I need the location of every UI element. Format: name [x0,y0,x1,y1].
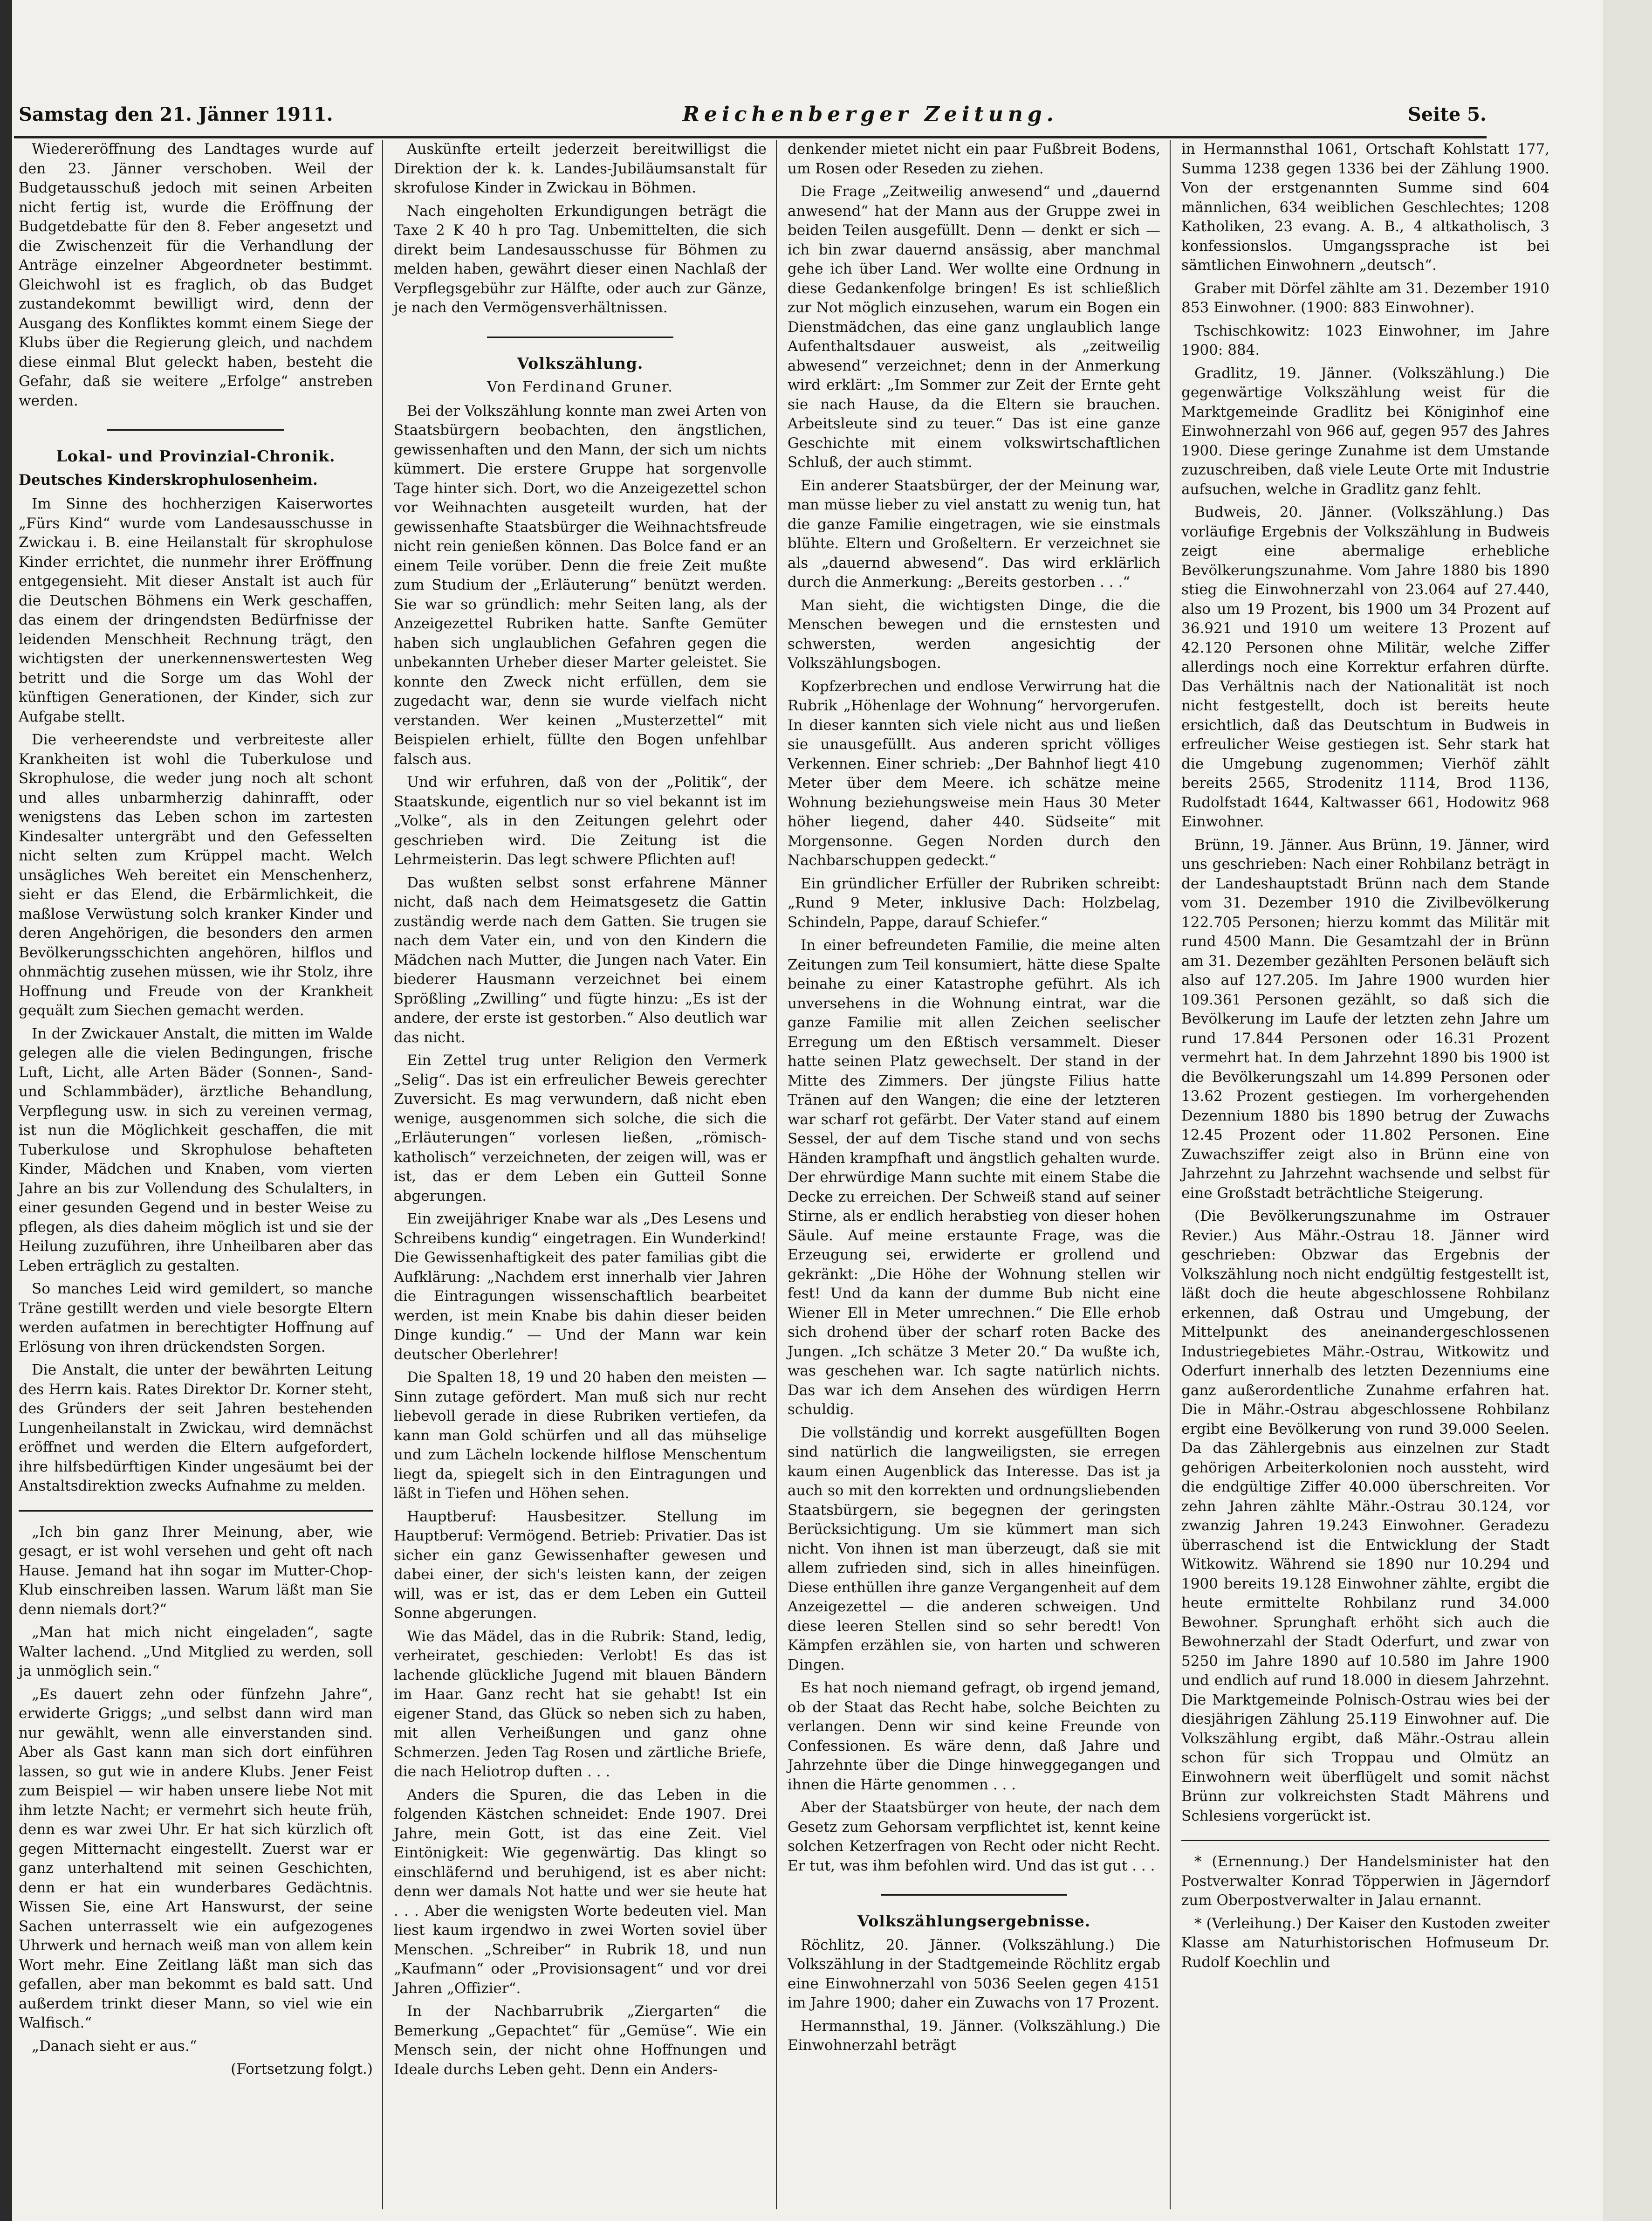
article-text: in Hermannsthal 1061, Ortschaft Kohlstatt 177, Summa 1238 gegen 1336 bei der Zählung 1900. Von der erstgenannten Summe sind 604 männlichen, 634 weiblichen Geschlechtes; 1208 Katholiken, 23 evang. A. B., 4 altkatholisch, 3 konfessionslos. Umgangssprache ist bei sämtlichen Einwohnern „deutsch“. [1181,141,1549,274]
article-text: In der Nachbarrubrik „Ziergarten“ die Bemerkung „Gepachtet“ für „Gemüse“. Wie ein Mensch sein, der nicht ohne Hoffnungen und Ideale durchs Leben geht. Denn ein Anders- [394,2003,767,2078]
article-heading: Volkszählungsergebnisse. [857,1912,1091,1930]
divider [1181,1840,1549,1841]
column-rule [382,140,383,2209]
divider [107,429,284,431]
article-heading: Volkszählung. [517,354,644,372]
article-text: (Die Bevölkerungszunahme im Ostrauer Revier.) Aus Mähr.-Ostrau 18. Jänner wird geschrieben: Obzwar das Ergebnis der Volkszählung noch nicht endgültig festgestellt ist, läßt doch die heute abgeschlossene Rohbilanz erkennen, daß Ostrau und Umgebung, der Mittelpunkt des aneinandergeschlossenen Industriegebietes Mähr.-Ostrau, Witkowitz und Oderfurt innerhalb des letzten Dezenniums eine ganz außerordentliche Zunahme erfahren hat. Die in Mähr.-Ostrau abgeschlossene Rohbilanz ergibt eine Bevölkerung von rund 39.000 Seelen. Da das Zählergebnis aus einzelnen zur Stadt gehörigen Arbeiterkolonien noch aussteht, wird die endgültige Ziffer 40.000 überschreiten. Vor zehn Jahren zählte Mähr.-Ostrau 30.124, vor zwanzig Jahren 19.243 Einwohner. Geradezu überraschend ist die Entwicklung der Stadt Witkowitz. Während sie 1890 nur 10.294 und 1900 bereits 19.128 Einwohner zählte, ergibt die heute ermittelte Rohbilanz rund 34.000 Bewohner. Sprunghaft erhöht sich auch die Bewohnerzahl der Stadt Oderfurt, und zwar von 5250 im Jahre 1890 auf 10.580 im Jahre 1900 und endlich auf rund 18.000 in diesem Jahrzehnt. Die Marktgemeinde Polnisch-Ostrau wies bei der diesjährigen Zählung 25.119 Einwohner auf. Die Volkszählung ergibt, daß Mähr.-Ostrau allein schon für sich Troppau und Olmütz an Einwohnern weit überflügelt und somit nächst Brünn zur volkreichsten Stadt Mährens und Schlesiens vorgerückt ist. [1181,1208,1549,1824]
article-text: Ein anderer Staatsbürger, der der Meinung war, man müsse lieber zu viel anstatt zu wenig tun, hat die ganze Familie eingetragen, wie sie einstmals blühte. Eltern und Großeltern. Er verzeichnet sie als „dauernd abwesend“. Das wird erklärlich durch die Anmerkung: „Bereits gestorben . . .“ [788,477,1160,591]
article-text: Die Frage „Zeitweilig anwesend“ und „dauernd anwesend“ hat der Mann aus der Gruppe zwei in beiden Teilen ausgefüllt. Denn — denkt er sich — ich bin zwar dauernd ansässig, aber manchmal gehe ich über Land. Wer wollte eine Ordnung in diese Gedankenfolge bringen! Es ist schließlich zur Not möglich einzusehen, warum ein Bogen ein Dienstmädchen, das eine ganz unglaublich lange Aufenthaltsdauer ausweist, als „zeitweilig abwesend“ verzeichnet; denn in der Anmerkung wird erklärt: „Im Sommer zur Zeit der Ernte geht sie nach Hause, da die Eltern sie brauchen. Arbeitsleute sind zu teuer.“ Das ist eine ganze Geschichte mit einem volkswirtschaftlichen Schluß, der auch stimmt. [788,183,1160,471]
article-text: Ein Zettel trug unter Religion den Vermerk „Selig“. Das ist ein erfreulicher Beweis gerechter Zuversicht. Es mag verwundern, daß nicht eben wenige, ausgenommen sich solche, die sich die „Erläuterungen“ vorlesen ließen, „römisch-katholisch“ verzeichneten, der zeigen will, was er ist, das er dem Leben ein Gutteil Sonne abgerungen. [394,1052,767,1204]
byline: Von Ferdinand Gruner. [487,378,673,395]
divider [487,337,673,338]
article-text: Aber der Staatsbürger von heute, der nach dem Gesetz zum Gehorsam verpflichtet ist, kennt keine solchen Ketzerfragen von Recht oder nicht Recht. Er tut, was ihm befohlen wird. Und das ist gut . . . [788,1799,1160,1874]
continuation-note: (Fortsetzung folgt.) [231,2061,373,2077]
article-text: Gradlitz, 19. Jänner. (Volkszählung.) Die gegenwärtige Volkszählung weist für die Marktgemeinde Gradlitz bei Königinhof eine Einwohnerzahl von 966 auf, gegen 957 des Jahres 1900. Diese geringe Zunahme ist dem Umstande zuzuschreiben, daß viele Leute Orte mit Industrie aufsuchen, welche in Gradlitz ganz fehlt. [1181,364,1549,498]
feuilleton-text: „Man hat mich nicht eingeladen“, sagte Walter lachend. „Und Mitglied zu werden, soll ja unmöglich sein.“ [19,1624,373,1679]
column-1 [19,140,373,2083]
header-date: Samstag den 21. Jänner 1911. [19,103,333,125]
article-text: Man sieht, die wichtigsten Dinge, die die Menschen bewegen und die ernstesten und schwersten, werden angesichtig der Volkszählungsbogen. [788,597,1160,672]
column-rule [776,140,777,2209]
article-text: Kopfzerbrechen und endlose Verwirrung hat die Rubrik „Höhenlage der Wohnung“ hervorgerufen. In dieser kannten sich viele nicht aus und ließen sie unausgefüllt. Aus anderen spricht völliges Verkennen. Einer schrieb: „Der Bahnhof liegt 410 Meter über dem Meere. ich schätze meine Wohnung beziehungsweise mein Haus 30 Meter höher liegend, daher 440. Südseite“ mit Morgensonne. Gegen Norden durch den Nachbarschuppen gedeckt.“ [788,678,1160,869]
divider [19,1510,373,1512]
article-text: denkender mietet nicht ein paar Fußbreit Bodens, um Rosen oder Reseden zu ziehen. [788,141,1160,177]
divider [881,1894,1067,1896]
article-text: In der Zwickauer Anstalt, die mitten im Walde gelegen alle die vielen Bedingungen, frische Luft, Licht, alle Arten Bäder (Sonnen-, Sand- und Schlammbäder), ärztliche Behandlung, Verpflegung usw. in sich zu vereinen vermag, ist nun die Möglichkeit geschaffen, die mit Tuberkulose und Skrophulose behafteten Kinder, Mädchen und Knaben, vom vierten Jahre an bis zur Vollendung des Schulalters, in einer gesunden Gegend und in bester Weise zu pflegen, als dies daheim möglich ist und sie der Heilung zuzuführen, ihre Unheilbaren aber das Leben erträglich zu gestalten. [19,1025,373,1274]
column-4 [1181,140,1549,1976]
article-text: Tschischkowitz: 1023 Einwohner, im Jahre 1900: 884. [1181,322,1549,358]
article-text: * (Ernennung.) Der Handelsminister hat den Postverwalter Konrad Töpperwien in Jägerndorf zum Oberpostverwalter in Jalau ernannt. [1181,1853,1549,1909]
article-text: Wiedereröffnung des Landtages wurde auf den 23. Jänner verschoben. Weil der Budgetausschuß jedoch mit seinen Arbeiten nicht fertig ist, wurde die Eröffnung der Budgetdebatte für den 8. Feber angesetzt und die Zwischenzeit für die Verhandlung der Anträge einzelner Abgeordneter bestimmt. Gleichwohl ist es fraglich, ob das Budget zustandekommt bewilligt wird, denn der Ausgang des Konfliktes kommt einem Siege der Klubs über die Regierung gleich, und nachdem diese einmal Blut geleckt haben, besteht die Gefahr, daß sie weitere „Erfolge“ anstreben werden. [19,141,373,409]
article-heading: Deutsches Kinderskrophulosenheim. [19,471,318,488]
feuilleton-text: „Danach sieht er aus.“ [32,2037,197,2055]
column-2 [394,140,767,2083]
article-text: Nach eingeholten Erkundigungen beträgt die Taxe 2 K 40 h pro Tag. Unbemittelten, die sich direkt beim Landesausschusse für Böhmen zu melden haben, gewährt dieser einen Nachlaß der Verpflegsgebühr zur Hälfte, oder auch zur Gänze, je nach den Vermögensverhältnissen. [394,202,767,316]
page-header [19,93,1487,135]
article-text: Ein gründlicher Erfüller der Rubriken schreibt: „Rund 9 Meter, inklusive Dach: Holzbelag, Schindeln, Pappe, darauf Schiefer.“ [788,875,1160,931]
article-text: * (Verleihung.) Der Kaiser den Kustoden zweiter Klasse am Naturhistorischen Hofmuseum Dr. Rudolf Koechlin und [1181,1915,1549,1971]
article-text: Auskünfte erteilt jederzeit bereitwilligst die Direktion der k. k. Landes-Jubiläumsanstalt für skrofulose Kinder in Zwickau in Böhmen. [394,141,767,196]
article-text: Die Spalten 18, 19 und 20 haben den meisten — Sinn zutage gefördert. Man muß sich nur recht liebevoll gerade in diese Rubriken vertiefen, da kann man Gold schürfen und all das mühselige und zum Lächeln lockende hilflose Menschentum liegt da, spiegelt sich in den Eintragungen und läßt in Tiefen und Höhen sehen. [394,1369,767,1502]
feuilleton-text: „Ich bin ganz Ihrer Meinung, aber, wie gesagt, er ist wohl versehen und geht oft nach Hause. Jemand hat ihn sogar im Mutter-Chop-Klub einschreiben lassen. Warum läßt man Sie denn niemals dort?“ [19,1523,373,1618]
article-text: Brünn, 19. Jänner. Aus Brünn, 19. Jänner, wird uns geschrieben: Nach einer Rohbilanz beträgt in der Landeshauptstadt Brünn nach dem Stande vom 31. Dezember 1910 die Zivilbevölkerung 122.705 Personen; hierzu kommt das Militär mit rund 4500 Mann. Die Gesamtzahl der in Brünn am 31. Dezember gezählten Personen beläuft sich also auf 127.205. Im Jahre 1900 wurden hier 109.361 Personen gezählt, so daß sich die Bevölkerung im Laufe der letzten zehn Jahre um rund 17.844 Personen oder 16.31 Prozent vermehrt hat. In dem Jahrzehnt 1890 bis 1900 ist die Bevölkerungszahl um 14.899 Personen oder 13.62 Prozent gestiegen. Im vorhergehenden Dezennium 1880 bis 1890 betrug der Zuwachs 12.45 Prozent oder 11.802 Personen. Eine Zuwachsziffer zeigt also in Brünn eine von Jahrzehnt zu Jahrzehnt wachsende und selbst für eine Großstadt beträchtliche Steigerung. [1181,836,1549,1202]
article-text: Budweis, 20. Jänner. (Volkszählung.) Das vorläufige Ergebnis der Volkszählung in Budweis zeigt eine abermalige erhebliche Bevölkerungszunahme. Vom Jahre 1880 bis 1890 stieg die Einwohnerzahl von 23.064 auf 27.440, also um 19 Prozent, bis 1900 um 34 Prozent auf 36.921 und 1910 um weitere 13 Prozent auf 42.120 Personen ohne Militär, welche Ziffer allerdings noch eine Korrektur erfahren dürfte. Das Verhältnis nach der Nationalität ist noch nicht festgestellt, doch ist bereits heute ersichtlich, daß das Deutschtum in Budweis in erfreulicher Weise gestiegen ist. Sehr stark hat die Umgebung zugenommen; Vierhöf zählt bereits 2565, Strodenitz 1114, Brod 1136, Rudolfstadt 1644, Kaltwasser 661, Hodowitz 968 Einwohner. [1181,504,1549,830]
feuilleton-text: „Es dauert zehn oder fünfzehn Jahre“, erwiderte Griggs; „und selbst dann wird man nur gewählt, wenn alle einverstanden sind. Aber als Gast kann man sich dort einführen lassen, so gut wie in andere Klubs. Jener Feist zum Beispiel — wir haben unsere liebe Not mit ihm letzte Nacht; er vermehrt sich heute früh, denn es war zwei Uhr. Er hat sich kürzlich oft gegen Mitternacht eingestellt. Zuerst war er ganz unterhaltend mit seinen Geschichten, denn er hat ein wunderbares Gedächtnis. Wissen Sie, eine Art Hanswurst, der seine Sachen unterrasselt wie ein aufgezogenes Uhrwerk und hernach weiß man von allem kein Wort mehr. Eine Zeitlang läßt man sich das gefallen, aber man bekommt es bald satt. Und außerdem trinkt dieser Mann, so viel wie ein Walfisch.“ [19,1685,373,2031]
article-text: Das wußten selbst sonst erfahrene Männer nicht, daß nach dem Heimatsgesetz die Gattin zuständig werde nach dem Gatten. Sie trugen sie nach dem Vater ein, und von den Kindern die Mädchen nach Mutter, die Jungen nach Vater. Ein biederer Hausmann verzeichnet bei einem Sprößling „Zwilling“ und fügte hinzu: „Es ist der andere, der erste ist gestorben.“ Also deutlich war das nicht. [394,874,767,1046]
column-3 [788,140,1160,2059]
article-text: Bei der Volkszählung konnte man zwei Arten von Staatsbürgern beobachten, den ängstlichen, gewissenhaften und den Mann, der sich um nichts kümmert. Die erstere Gruppe hat sorgenvolle Tage hinter sich. Dort, wo die Anzeigezettel schon vor Weihnachten ausgeteilt wurden, hat der gewissenhafte Staatsbürger die Weihnachtsfreude nicht rein genießen können. Das Bolce fand er an einem Teile vorüber. Denn die freie Zeit mußte zum Studium der „Erläuterung“ benützt werden. Sie war so gründlich: mehr Seiten lang, als der Anzeigezettel Rubriken hatte. Sanfte Gemüter haben sich unglaublichen Gefahren gegen die unbekannten Urheber dieser Marter geleistet. Sie konnte den Zweck nicht erfüllen, dem sie zugedacht war, denn sie wurde vielfach nicht verstanden. Wer keinen „Musterzettel“ mit Beispielen erhielt, füllte den Bogen unfehlbar falsch aus. [394,402,767,768]
scan-edge-left [0,0,12,2221]
article-text: Graber mit Dörfel zählte am 31. Dezember 1910 853 Einwohner. (1900: 883 Einwohner). [1181,280,1549,316]
article-text: Die vollständig und korrekt ausgefüllten Bogen sind natürlich die langweiligsten, sie erregen kaum einen Augenblick das Interesse. Das ist ja auch so mit den korrekten und ordnungsliebenden Staatsbürgern, sie begegnen der geringsten Berücksichtigung. Um sie kümmert man sich nicht. Von ihnen ist man überzeugt, daß sie mit allem zufrieden sind, sich in alles hineinfügen. Diese enthüllen ihre ganze Vergangenheit auf dem Anzeigezettel — die anderen schweigen. Und diese leeren Stellen sind so sehr beredt! Von Kämpfen erzählen sie, von harten und schweren Dingen. [788,1424,1160,1673]
article-text: Hauptberuf: Hausbesitzer. Stellung im Hauptberuf: Vermögend. Betrieb: Privatier. Das ist sicher ein ganz Gewissenhafter gewesen und dabei einer, der sich's leisten kann, der zeigen will, was er ist, das er dem Leben ein Gutteil Sonne abgerungen. [394,1508,767,1622]
article-text: Im Sinne des hochherzigen Kaiserwortes „Fürs Kind“ wurde vom Landesausschusse in Zwickau i. B. eine Heilanstalt für skrophulose Kinder errichtet, die nunmehr ihrer Eröffnung entgegensieht. Mit dieser Anstalt ist auch für die Deutschen Böhmens ein Werk geschaffen, das einem der dringendsten Bedürfnisse der leidenden Menschheit Rechnung trägt, den wichtigsten der unerkennenswertesten Weg betritt und die Sorge um das Wohl der künftigen Generationen, der Kinder, sich zur Aufgabe stellt. [19,495,373,725]
page-number: Seite 5. [1407,103,1487,125]
article-text: Ein zweijähriger Knabe war als „Des Lesens und Schreibens kundig“ eingetragen. Ein Wunderkind! Die Gewissenhaftigkeit des pater familias gibt die Aufklärung: „Nachdem erst innerhalb vier Jahren die Eintragungen wissenschaftlich bearbeitet werden, ist mein Knabe bis dahin dieser beiden Dinge kundig.“ — Und der Mann war kein deutscher Oberlehrer! [394,1210,767,1363]
article-text: In einer befreundeten Familie, die meine alten Zeitungen zum Teil konsumiert, hätte diese Spalte beinahe zu einer Katastrophe geführt. Als ich unversehens in die Wohnung eintrat, war die ganze Familie mit allen Zeichen seelischer Erregung um den Eßtisch versammelt. Dieser hatte seinen Platz gewechselt. Der stand in der Mitte des Zimmers. Der jüngste Filius hatte Tränen auf den Wangen; die eine der letzteren war scharf rot gefärbt. Der Vater stand auf einem Sessel, der auf dem Tische stand und von sechs Händen krampfhaft und ängstlich gehalten wurde. Der ehrwürdige Mann suchte mit einem Stabe die Decke zu erreichen. Der Schweiß stand auf seiner Stirne, als er endlich herabstieg von dieser hohen Säule. Auf meine erstaunte Frage, was die Erzeugung sei, erwiderte er grollend und gekränkt: „Die Höhe der Wohnung stellen wir fest! Und da kann der dumme Bub nicht eine Wiener Ell in Meter umrechnen.“ Die Elle erhob sich drohend über der scharf roten Backe des Jungen. „Ich schätze 3 Meter 20.“ Da wußte ich, was geschehen war. Ich sagte natürlich nichts. Das war ich dem Ansehen des würdigen Herrn schuldig. [788,937,1160,1418]
column-rule [1170,140,1171,2209]
newspaper-title: Reichenberger Zeitung. [682,102,1058,126]
article-text: Die verheerendste und verbreiteste aller Krankheiten ist wohl die Tuberkulose und Skrophulose, die weder jung noch alt schont und alles unbarmherzig dahinrafft, oder wenigstens das Leben schon im zartesten Kindesalter untergräbt und den Gefesselten nicht selten zum Krüppel macht. Welch unsägliches Weh bereitet ein Menschenherz, sieht er das Elend, die Erbärmlichkeit, die maßlose Verwüstung solch kranker Kinder und deren Angehörigen, die besonders den armen Bevölkerungsschichten angehören, hilflos und ohnmächtig zusehen müssen, wie ihr Stolz, ihre Hoffnung und Freude von der Krankheit gequält zum Siechen gemacht werden. [19,731,373,1019]
article-text: Und wir erfuhren, daß von der „Politik“, der Staatskunde, eigentlich nur so viel bekannt ist im „Volke“, als in den Zeitungen gelehrt oder geschrieben wird. Die Zeitung ist die Lehrmeisterin. Das legt schwere Pflichten auf! [394,774,767,868]
article-text: Hermannsthal, 19. Jänner. (Volkszählung.) Die Einwohnerzahl beträgt [788,2017,1160,2054]
section-heading: Lokal- und Provinzial-Chronik. [56,447,336,465]
header-rule [14,136,1487,138]
article-text: Anders die Spuren, die das Leben in die folgenden Kästchen schneidet: Ende 1907. Drei Jahre, mein Gott, ist das eine Zeit. Viel Eintönigkeit: Wie gegenwärtig. Das klingt so einschläfernd und beruhigend, ist es aber nicht: denn wer damals Not hatte und wer sie heute hat . . . Aber die wenigsten Worte bedeuten viel. Man liest kaum irgendwo in zwei Worten soviel über Menschen. „Schreiber“ in Rubrik 18, und nun „Kaufmann“ oder „Provisionsagent“ und vor drei Jahren „Offizier“. [394,1786,767,1997]
article-text: Röchlitz, 20. Jänner. (Volkszählung.) Die Volkszählung in der Stadtgemeinde Röchlitz ergab eine Einwohnerzahl von 5036 Seelen gegen 4151 im Jahre 1900; daher ein Zuwachs von 17 Prozent. [788,1936,1160,2011]
scan-edge-right [1603,0,1652,2221]
article-text: Es hat noch niemand gefragt, ob irgend jemand, ob der Staat das Recht habe, solche Beichten zu verlangen. Denn wir sind keine Freunde von Confessionen. Es wäre denn, daß Jahre und Jahrzehnte über die Dinge hinweggegangen und ihnen die Härte genommen . . . [788,1679,1160,1793]
article-text: So manches Leid wird gemildert, so manche Träne gestillt werden und viele besorgte Eltern werden aufatmen in berechtigter Hoffnung auf Erlösung von ihren drückendsten Sorgen. [19,1280,373,1355]
article-text: Die Anstalt, die unter der bewährten Leitung des Herrn kais. Rates Direktor Dr. Korner steht, des Gründers der seit Jahren bestehenden Lungenheilanstalt in Zwickau, wird demnächst eröffnet und werden die Eltern aufgefordert, ihre hilfsbedürftigen Kinder ungesäumt bei der Anstaltsdirektion zwecks Aufnahme zu melden. [19,1361,373,1494]
article-text: Wie das Mädel, das in die Rubrik: Stand, ledig, verheiratet, geschieden: Verlobt! Es das ist lachende glückliche Jugend mit blauen Bändern im Haar. Ganz recht hat sie gehabt! Ist ein eigener Stand, das Glück so neben sich zu haben, mit allen Verheißungen und ganz ohne Schmerzen. Jeden Tag Rosen und zärtliche Briefe, die nach Heliotrop duften . . . [394,1628,767,1780]
